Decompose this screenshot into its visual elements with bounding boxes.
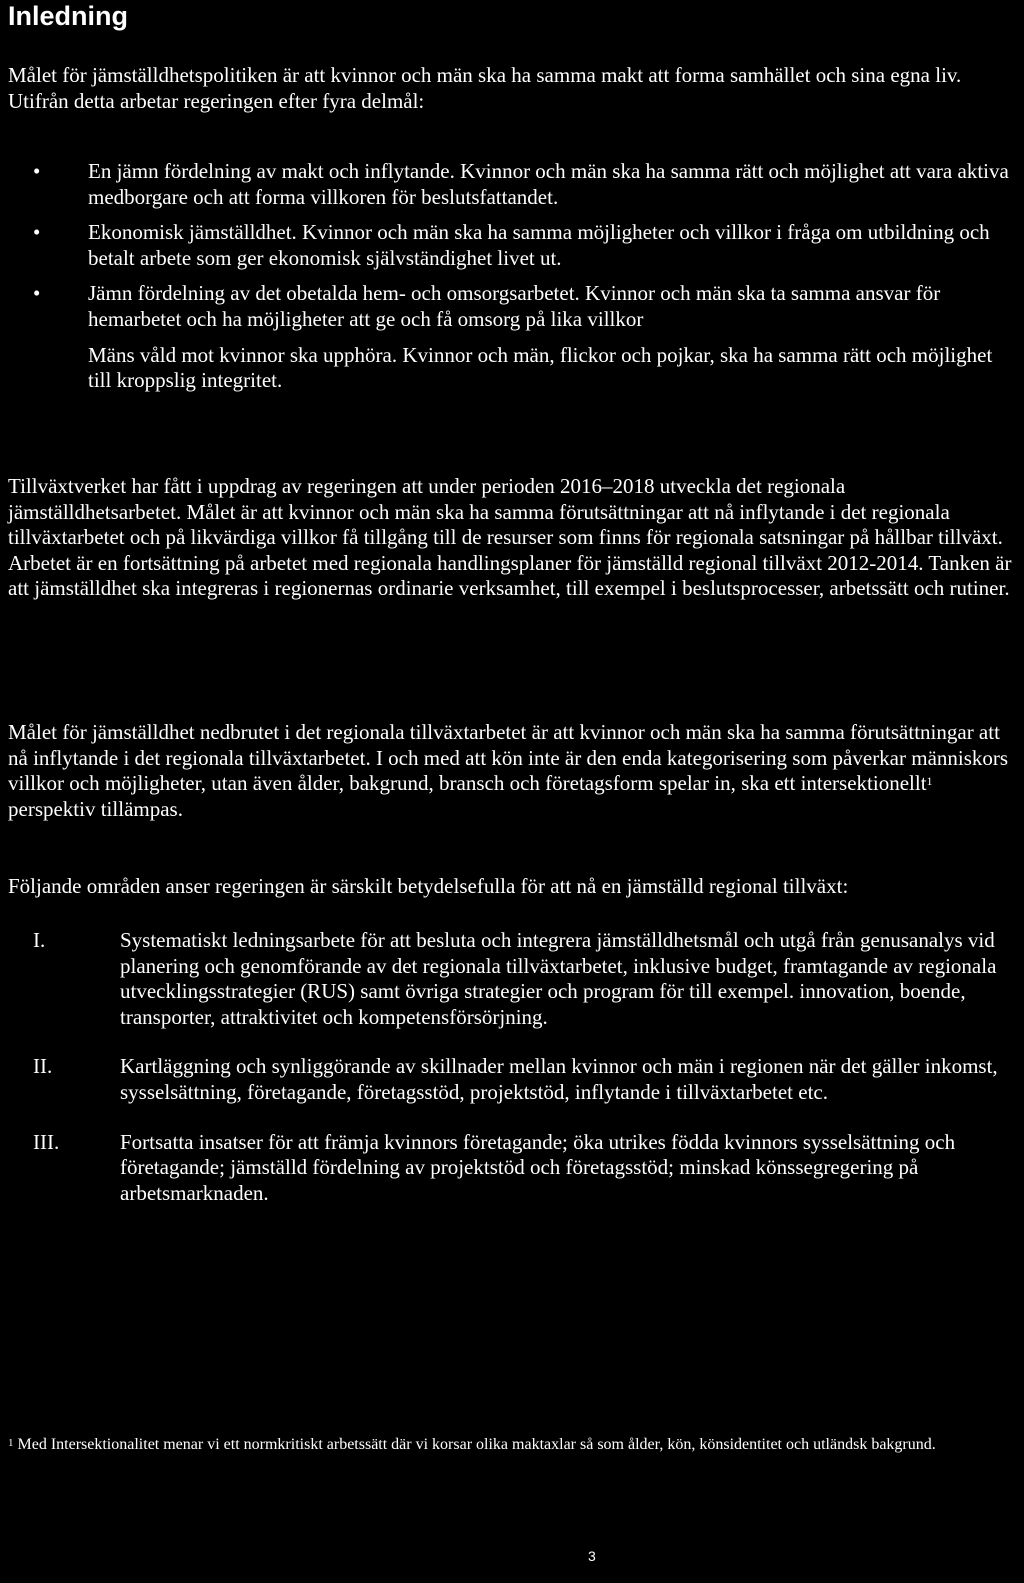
area-number: I. [33,928,46,952]
section-heading: Inledning [8,1,128,31]
bullet-marker: • [33,281,41,306]
area-number: III. [33,1129,60,1154]
area-number: II. [33,1054,53,1079]
goals-list [8,159,1018,404]
goal-text: Mäns våld mot kvinnor ska upphöra. Kvinnor och män, flickor och pojkar, ska ha samma rätt och möjlighet till kroppslig integritet. [88,342,993,393]
intro-paragraph: Målet för jämställdhetspolitiken är att kvinnor och män ska ha samma makt att forma samhället och sina egna liv. Utifrån detta arbetar regeringen efter fyra delmål: [8,63,962,113]
priority-areas-list [8,928,1018,1230]
priority-area-item [8,928,1018,1030]
goal-text: Jämn fördelning av det obetalda hem- och omsorgsarbetet. Kvinnor och män ska ta samma ansvar för hemarbetet och ha möjligheter att ge och få omsorg på lika villkor [88,281,941,331]
goal-item [8,159,1018,210]
goal-text: En jämn fördelning av makt och inflytande. Kvinnor och män ska ha samma rätt och möjlighet att vara aktiva medborgare och att forma villkoren för beslutsfattandet. [88,159,1009,209]
regional-goal-text-end: perspektiv tillämpas. [8,796,183,821]
goal-item [8,220,1018,271]
priority-area-item [8,1054,1018,1105]
priority-area-item [8,1130,1018,1207]
goal-text: Ekonomisk jämställdhet. Kvinnor och män ska ha samma möjligheter och villkor i fråga om utbildning och betalt arbete som ger ekonomisk självständighet livet ut. [88,220,990,270]
goal-item [8,343,1018,394]
page-number: 3 [588,1548,596,1564]
regional-goal-text: Målet för jämställdhet nedbrutet i det regionala tillväxtarbetet är att kvinnor och män ska ha samma förutsättningar att nå inflytande i det regionala tillväxtarbetet. I och med att kön inte är den enda kategorisering som påverkar människors villkor och möjligheter, utan även ålder, bakgrund, bransch och företagsform spelar in, ska ett intersektionellt [8,720,1009,796]
bullet-marker: • [33,220,41,245]
footnote-reference[interactable]: 1 [926,774,933,789]
footnote-text: Med Intersektionalitet menar vi ett normkritiskt arbetssätt där vi korsar olika maktaxlar så som ålder, kön, könsidentitet och utländsk bakgrund. [13,1436,936,1453]
area-text: Kartläggning och synliggörande av skillnader mellan kvinnor och män i regionen när det gäller inkomst, sysselsättning, företagande, företagsstöd, projektstöd, inflytande i tillväxtarbetet etc. [120,1054,998,1104]
goal-item [8,281,1018,332]
regional-goal-paragraph [8,720,1016,822]
footnote [8,1434,1008,1456]
bullet-marker: • [33,159,41,183]
areas-intro-paragraph: Följande områden anser regeringen är särskilt betydelsefulla för att nå en jämställd regional tillväxt: [8,874,849,898]
area-text: Systematiskt ledningsarbete för att besluta och integrera jämställdhetsmål och utgå från genusanalys vid planering och genomförande av det regionala tillväxtarbetet, inklusive budget, framtagande av regionala utvecklingsstrategier (RUS) samt övriga strategier och program för till exempel. innovation, boende, transporter, attraktivitet och kompetensförsörjning. [120,928,997,1029]
assignment-paragraph: Tillväxtverket har fått i uppdrag av regeringen att under perioden 2016–2018 utveckla det regionala jämställdhetsarbetet. Målet är att kvinnor och män ska ha samma förutsättningar att nå inflytande i det regionala tillväxtarbetet och på likvärdiga villkor få tillgång till de resurser som finns för regionala satsningar på hållbar tillväxt. Arbetet är en fortsättning på arbetet med regionala handlingsplaner för jämställd regional tillväxt 2012-2014. Tanken är att jämställdhet ska integreras i regionernas ordinarie verksamhet, till exempel i beslutsprocesser, arbetssätt och rutiner. [8,474,1012,601]
footnote-marker: 1 [8,1437,14,1449]
area-text: Fortsatta insatser för att främja kvinnors företagande; öka utrikes födda kvinnors sysselsättning och företagande; jämställd fördelning av projektstöd och företagsstöd; minskad könssegregering på arbetsmarknaden. [120,1129,956,1205]
